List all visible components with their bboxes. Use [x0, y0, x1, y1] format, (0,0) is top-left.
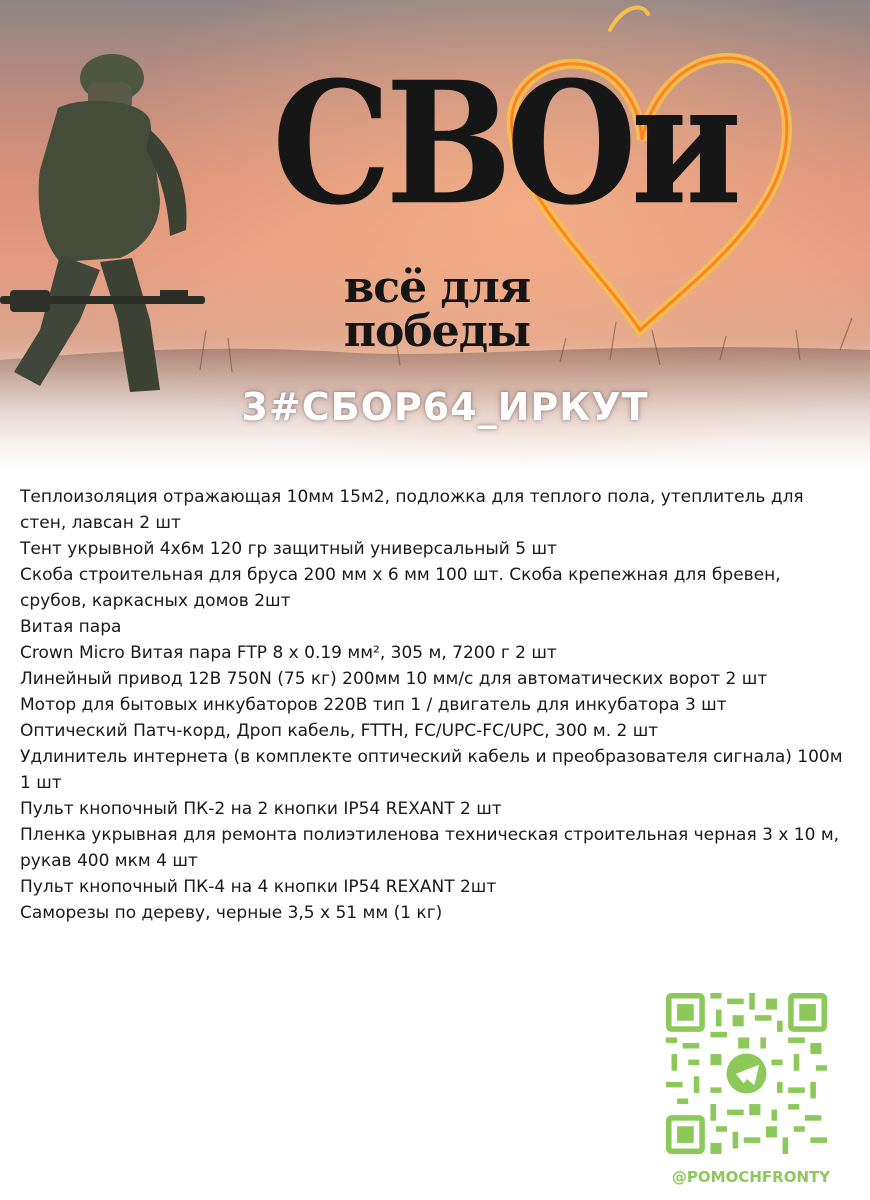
list-item: Линейный привод 12В 750N (75 кг) 200мм 10 мм/с для автоматических ворот 2 шт	[20, 669, 768, 689]
list-item: Crown Micro Витая пара FTP 8 x 0.19 мм², 305 м, 7200 г 2 шт	[20, 643, 557, 663]
telegram-handle[interactable]: @POMOCHFRONTY	[671, 1168, 831, 1186]
list-item: Пульт кнопочный ПК-4 на 4 кнопки IP54 REXANT 2шт	[20, 877, 497, 897]
qr-code[interactable]	[666, 993, 827, 1154]
needs-list	[20, 484, 850, 926]
list-item: Пульт кнопочный ПК-2 на 2 кнопки IP54 REXANT 2 шт	[20, 799, 502, 819]
list-item: Удлинитель интернета (в комплекте оптический кабель и преобразователя сигнала) 100м 1 шт	[20, 747, 843, 793]
list-item: Мотор для бытовых инкубаторов 220В тип 1 / двигатель для инкубатора 3 шт	[20, 695, 727, 715]
list-item: Теплоизоляция отражающая 10мм 15м2, подложка для теплого пола, утеплитель для стен, лавсан 2 шт	[20, 487, 804, 533]
banner-subtitle: всё для победы	[343, 262, 531, 357]
banner-title: СВОи	[272, 45, 737, 243]
collection-hashtag: 3#СБОР64_ИРКУТ	[241, 385, 649, 429]
list-item: Скоба строительная для бруса 200 мм х 6 мм 100 шт. Скоба крепежная для бревен, срубов, каркасных домов 2шт	[20, 565, 781, 611]
list-item: Витая пара	[20, 617, 122, 637]
list-item: Оптический Патч-корд, Дроп кабель, FTTH, FC/UPC-FC/UPC, 300 м. 2 шт	[20, 721, 659, 741]
header-banner	[0, 0, 870, 470]
list-item: Саморезы по дереву, черные 3,5 x 51 мм (1 кг)	[20, 903, 443, 923]
list-item: Пленка укрывная для ремонта полиэтиленова техническая строительная черная 3 х 10 м, рукав 400 мкм 4 шт	[20, 825, 840, 871]
list-item: Тент укрывной 4х6м 120 гр защитный универсальный 5 шт	[20, 539, 557, 559]
